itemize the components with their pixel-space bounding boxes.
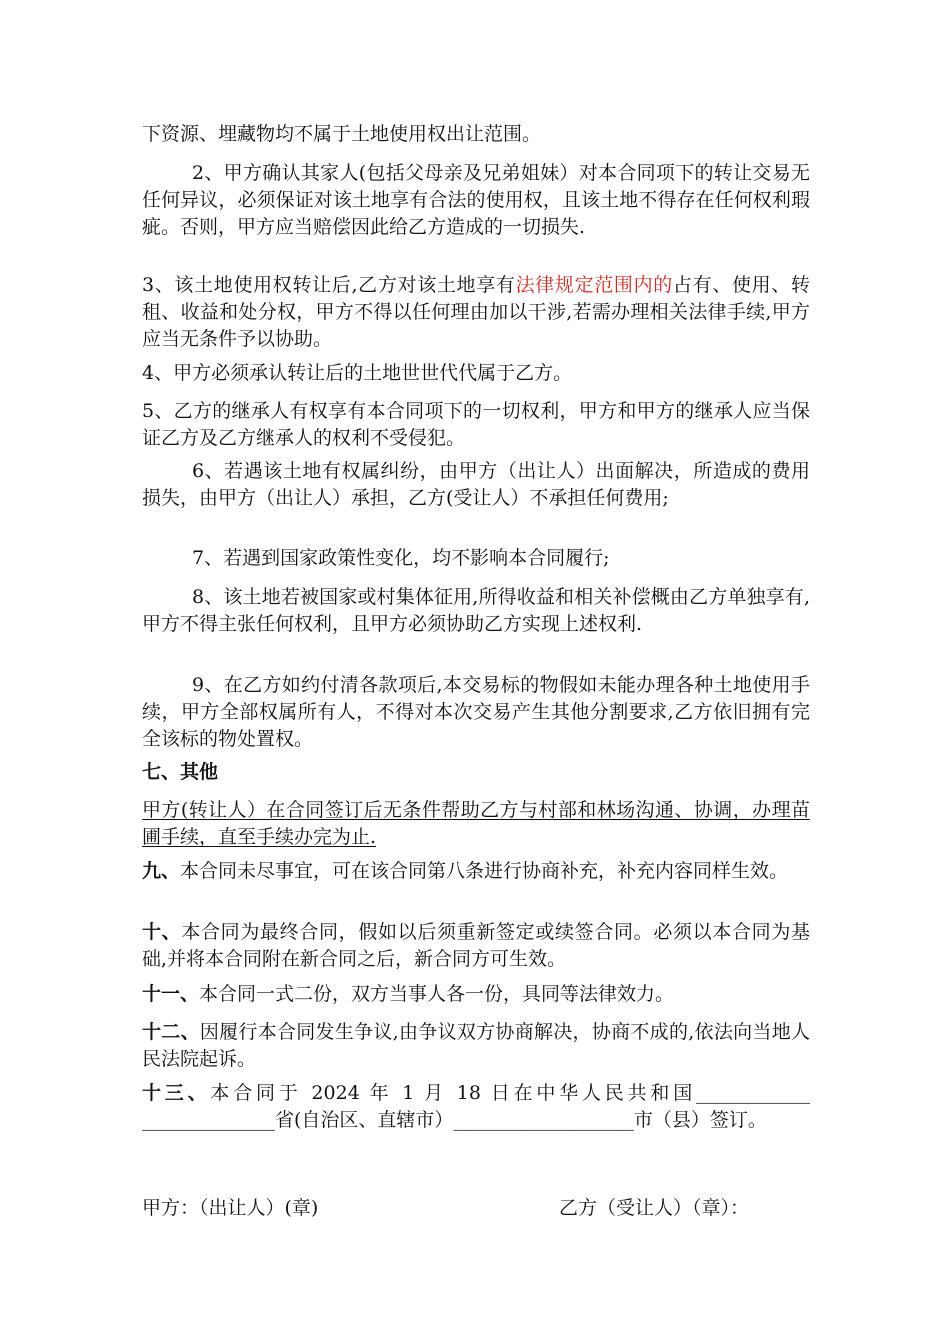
- section-9-text: 本合同未尽事宜，可在该合同第八条进行协商补充，补充内容同样生效。: [180, 860, 789, 882]
- clause-3-highlight: 法律规定范围内的: [515, 274, 673, 296]
- clause-6: 6、若遇该土地有权属纠纷，由甲方（出让人）出面解决，所造成的费用损失，由甲方（出让人）承担，乙方(受让人）不承担任何费用;: [142, 460, 810, 509]
- section-13-number: 十三、: [142, 1082, 211, 1104]
- section-9-number: 九、: [142, 860, 181, 882]
- clause-5: 5、乙方的继承人有权享有本合同项下的一切权利，甲方和甲方的继承人应当保证乙方及乙方继承人的权利不受侵犯。: [142, 400, 810, 449]
- section-11-number: 十一、: [142, 983, 200, 1005]
- signature-party-a: 甲方：（出让人）(章): [142, 1197, 319, 1219]
- clause-8: 8、该土地若被国家或村集体征用,所得收益和相关补偿概由乙方单独享有,甲方不得主张任何权利，且甲方必须协助乙方实现上述权利.: [142, 586, 810, 635]
- section-10-number: 十、: [142, 921, 182, 943]
- paragraph-intro: 下资源、埋藏物均不属于土地使用权出让范围。: [142, 123, 542, 145]
- signature-party-b: 乙方（受让人）（章）：: [559, 1197, 750, 1219]
- section-7-body: 甲方(转让人）在合同签订后无条件帮助乙方与村部和林场沟通、协调，办理苗圃手续，直至手续办完为止.: [142, 799, 810, 848]
- section-11: [142, 981, 810, 1008]
- clause-3-text-start: 3、该土地使用权转让后,乙方对该土地享有: [142, 274, 516, 296]
- clause-4: 4、甲方必须承认转让后的土地世世代代属于乙方。: [142, 362, 573, 384]
- section-13-text: 本合同于 2024 年 1 月 18 日在中华人民共和国____________ ______________省(自治区、直辖市）___________________市（县）签订。: [142, 1082, 810, 1131]
- clause-3-text-end: 占有、使用、转租、收益和处分权，甲方不得以任何理由加以干涉,若需办理相关法律手续,甲方应当无条件予以协助。: [142, 274, 810, 350]
- section-10-text: 本合同为最终合同，假如以后须重新签定或续签合同。必须以本合同为基础,并将本合同附在新合同之后，新合同方可生效。: [142, 921, 810, 970]
- section-12-number: 十二、: [142, 1021, 200, 1043]
- section-11-text: 本合同一式二份，双方当事人各一份，具同等法律效力。: [199, 983, 675, 1005]
- clause-3: [142, 272, 810, 353]
- clause-9: 9、在乙方如约付清各款项后,本交易标的物假如未能办理各种土地使用手续，甲方全部权属所有人，不得对本次交易产生其他分割要求,乙方依旧拥有完全该标的物处置权。: [142, 674, 810, 750]
- clause-2: 2、甲方确认其家人(包括父母亲及兄弟姐妹）对本合同项下的转让交易无任何异议，必须保证对该土地享有合法的使用权，且该土地不得存在任何权利瑕疵。否则，甲方应当赔偿因此给乙方造成的一切损失.: [142, 162, 810, 238]
- section-7-heading: 七、其他: [142, 761, 219, 783]
- clause-7: 7、若遇到国家政策性变化，均不影响本合同履行;: [192, 547, 610, 569]
- section-12-text: 因履行本合同发生争议,由争议双方协商解决，协商不成的,依法向当地人民法院起诉。: [142, 1021, 810, 1070]
- section-12: [142, 1019, 810, 1073]
- section-10: [142, 919, 810, 973]
- section-9: [142, 858, 810, 885]
- section-13: [142, 1080, 810, 1134]
